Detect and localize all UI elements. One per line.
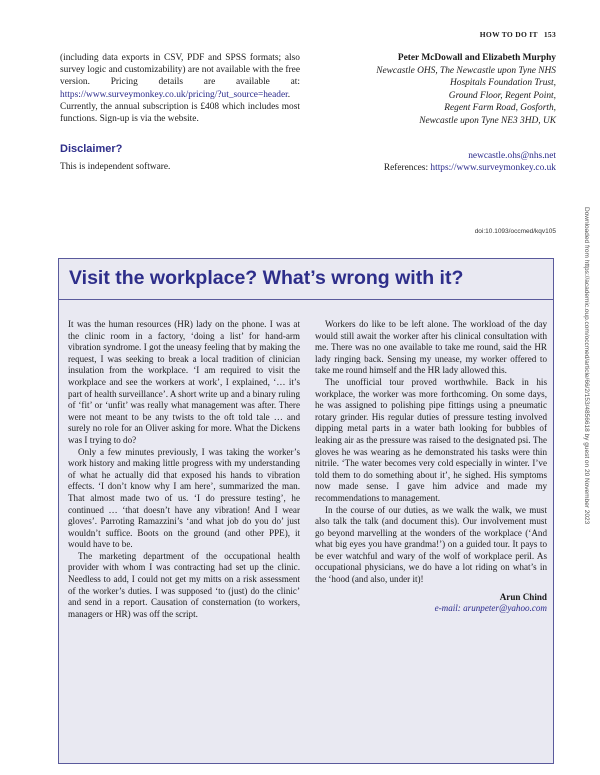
article-paragraph: Only a few minutes previously, I was taking the worker’s work history and making little progress with my understanding of what he actually did that exposed his hands to vibration effects. ‘I don’t know why I am here’, summarized the man. That almost made two of us. ‘I do pressure testing’, he continued … ‘that doesn’t have any vibration! And I wear gloves’. Parroting Ramazzini’s ‘and what job do you do’ just wouldn’t suffice. Boots on the ground (and other PPE), it would have to be. — [68, 446, 300, 550]
article-paragraph: The unofficial tour proved worthwhile. Back in his workplace, the worker was more forthcoming. On some days, he was assigned to polishing pipe fittings using a pneumatic rotary grinder. His regular duties of pressure testing involved dipping metal parts in a water bath looking for bubbles of leaking air as the pressure was raised to the designated psi. The gloves he was wearing as he demonstrated his tasks were thin nitrile. ‘The water becomes very cold especially in winter. I’ve told them to do something about it’, he sighed. His symptoms now made sense. I gave him advice and made my recommendations to management. — [315, 376, 547, 503]
affiliation-line: Hospitals Foundation Trust, — [449, 78, 556, 89]
page-number: 153 — [543, 30, 556, 39]
affiliation-line: Regent Farm Road, Gosforth, — [444, 103, 556, 114]
signature-block — [315, 592, 547, 615]
disclaimer-heading: Disclaimer? — [60, 143, 123, 155]
article-paragraph: In the course of our duties, as we walk the walk, we must also talk the talk (and document this). Our involvement must go beyond marvelling at the wonders of the workplace (‘And what big eyes you have grandma!’) on a guided tour. It pays to be ever watchful and wary of the wolf of workplace peril. As occupational physicians, we do have a lot riding on what’s in the ‘hood (and also, under it)! — [315, 504, 547, 585]
download-watermark: Downloaded from https://academic.oup.com/occmed/article/66/2/153/4856618 by guest on 20 November 2023 — [583, 207, 590, 525]
author-names: Peter McDowall and Elizabeth Murphy — [397, 53, 556, 63]
article-column-left — [68, 319, 300, 620]
section-label: HOW TO DO IT — [479, 30, 538, 39]
references-link[interactable]: https://www.surveymonkey.co.uk — [430, 163, 556, 173]
article-author-email[interactable]: arunpeter@yahoo.com — [463, 603, 547, 614]
affiliation-line: Newcastle OHS, The Newcastle upon Tyne NHS — [376, 65, 556, 76]
doi-label: doi:10.1093/occmed/kqv105 — [474, 228, 556, 235]
references-line — [384, 163, 556, 173]
article-column-right — [315, 319, 547, 615]
article-title: Visit the workplace? What’s wrong with it? — [69, 267, 464, 289]
affiliation-line: Newcastle upon Tyne NE3 3HD, UK — [419, 115, 556, 126]
running-header — [480, 30, 556, 39]
article-box — [58, 258, 554, 764]
article-paragraph: It was the human resources (HR) lady on the phone. I was at the clinic room in a factory, ‘doing a list’ for hand-arm vibration syndrome. I got the uneasy feeling that by making the request, I was seeking to break a local tradition of clinician insulation from the workplace. ‘I am required to visit the workplace and see the workers at work’, I explained, ‘… it’s part of health surveillance’. A short write up and a binary ruling of ‘fit’ or ‘unfit’ was really what management was after. There were not meant to be any twists to the oft told tale … and surely no role for an Oliver asking for more. What the Dickens was I trying to do? — [68, 319, 300, 445]
author-block — [306, 52, 556, 128]
text-before-link: (including data exports in CSV, PDF and SPSS formats; also survey logic and customizability) are not available with the free version. Pricing details are available at: — [60, 53, 300, 88]
author-email-link[interactable]: newcastle.ohs@nhs.net — [468, 151, 556, 161]
affiliation-line: Ground Floor, Regent Point, — [448, 90, 556, 101]
article-paragraph: Workers do like to be left alone. The workload of the day would still await the worker after his clinical consultation with me. There was no one available to take me round, said the HR lady ringing back. Sensing my unease, my worker offered to take me round himself and the HR lady allowed this. — [315, 319, 547, 376]
previous-article-text — [60, 52, 300, 125]
text-after-link: . Currently, the annual subscription is £408 which includes most functions. Sign-up is via the website. — [60, 89, 300, 125]
pricing-link[interactable]: https://www.surveymonkey.co.uk/pricing/?ut_source=header — [60, 89, 288, 100]
article-paragraph: The marketing department of the occupational health provider with whom I was contracting had set up the clinic. Needless to add, I could not get my mitts on a risk assessment of the worker’s duties. I was supposed ‘to (just) do the clinic’ and send in a report. Causation of consternation (to workers, managers or HR) was off the script. — [68, 550, 300, 619]
email-label: e-mail: — [434, 603, 464, 614]
disclaimer-text: This is independent software. — [60, 162, 171, 172]
references-label: References: — [383, 163, 431, 173]
article-author: Arun Chind — [499, 591, 547, 602]
title-divider — [59, 299, 553, 300]
